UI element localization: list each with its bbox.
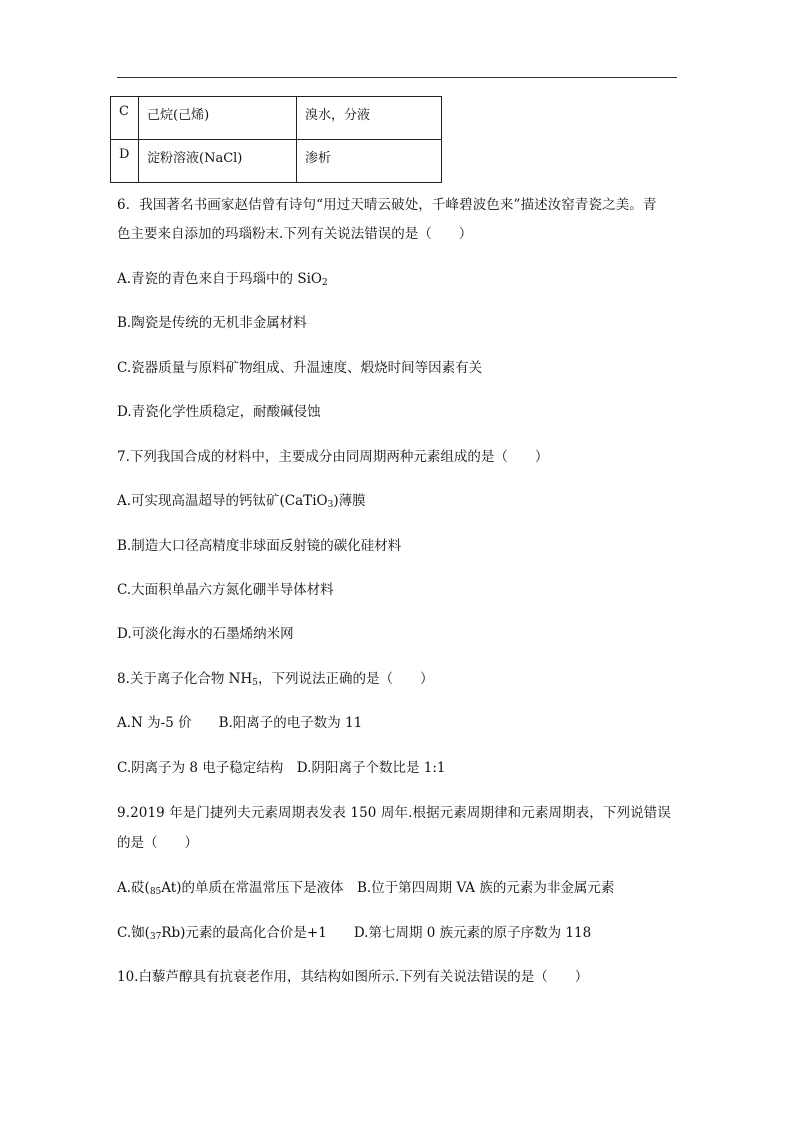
- q9-option-c-pre: C.铷(: [117, 925, 150, 941]
- row-method: 渗析: [297, 140, 442, 183]
- q9-option-a-post: At)的单质在常温常压下是液体 B.位于第四周期 VA 族的元素为非金属元素: [161, 880, 615, 896]
- row-sample: 己烷(己烯): [139, 97, 297, 140]
- q8-stem-post: ，下列说法正确的是（ ）: [258, 671, 434, 687]
- q7-option-d: D.可淡化海水的石墨烯纳米网: [117, 626, 294, 642]
- q6-option-c: C.瓷器质量与原料矿物组成、升温速度、煅烧时间等因素有关: [117, 360, 483, 376]
- options-table: [110, 96, 442, 183]
- q6-stem-line2: 色主要来自添加的玛瑙粉末.下列有关说法错误的是（ ）: [117, 226, 473, 242]
- q6-stem-line1: 6．我国著名书画家赵佶曾有诗句“用过天晴云破处，千峰碧波色来”描述汝窑青瓷之美。青: [117, 197, 657, 213]
- q6-option-b: B.陶瓷是传统的无机非金属材料: [117, 315, 307, 331]
- q9-option-c-sub: 37: [149, 932, 162, 942]
- q6-option-a-text: A.青瓷的青色来自于玛瑙中的 SiO: [117, 271, 322, 287]
- row-label: D: [111, 140, 139, 183]
- q8-options-ab: A.N 为-5 价 B.阳离子的电子数为 11: [117, 715, 363, 731]
- row-method: 溴水，分液: [297, 97, 442, 140]
- q9-options-cd: [117, 924, 591, 942]
- table-row: [111, 97, 442, 140]
- q7-option-b: B.制造大口径高精度非球面反射镜的碳化硅材料: [117, 538, 402, 554]
- q6-option-a: [117, 270, 328, 288]
- q9-option-a-sub: 85: [149, 887, 162, 897]
- q7-option-a-post: )薄膜: [333, 493, 366, 509]
- q7-option-c: C.大面积单晶六方氮化硼半导体材料: [117, 582, 334, 598]
- q8-stem: [117, 670, 434, 688]
- q9-options-ab: [117, 879, 614, 897]
- q7-stem: 7.下列我国合成的材料中，主要成分由同周期两种元素组成的是（ ）: [117, 449, 549, 465]
- q9-option-c-post: Rb)元素的最高化合价是+1 D.第七周期 0 族元素的原子序数为 118: [161, 925, 592, 941]
- table-row: [111, 140, 442, 183]
- q7-option-a: [117, 492, 366, 510]
- q10-stem: 10.白藜芦醇具有抗衰老作用，其结构如图所示.下列有关说法错误的是（ ）: [117, 969, 589, 985]
- q8-options-cd: C.阴离子为 8 电子稳定结构 D.阴阳离子个数比是 1:1: [117, 760, 446, 776]
- q8-stem-sub: 5: [252, 678, 258, 688]
- q7-option-a-pre: A.可实现高温超导的钙钛矿(CaTiO: [117, 493, 328, 509]
- q9-option-a-pre: A.砹(: [117, 880, 150, 896]
- q9-stem-line1: 9.2019 年是门捷列夫元素周期表发表 150 周年.根据元素周期律和元素周期表，下列说错误: [117, 805, 671, 821]
- header-rule: [117, 77, 677, 78]
- q7-option-a-sub: 3: [327, 500, 334, 510]
- row-label: C: [111, 97, 139, 140]
- q6-option-d: D.青瓷化学性质稳定，耐酸碱侵蚀: [117, 404, 321, 420]
- q9-stem-line2: 的是（ ）: [117, 835, 198, 851]
- row-sample: 淀粉溶液(NaCl): [139, 140, 297, 183]
- q6-option-a-sub: 2: [321, 278, 328, 288]
- q8-stem-pre: 8.关于离子化合物 NH: [117, 671, 253, 687]
